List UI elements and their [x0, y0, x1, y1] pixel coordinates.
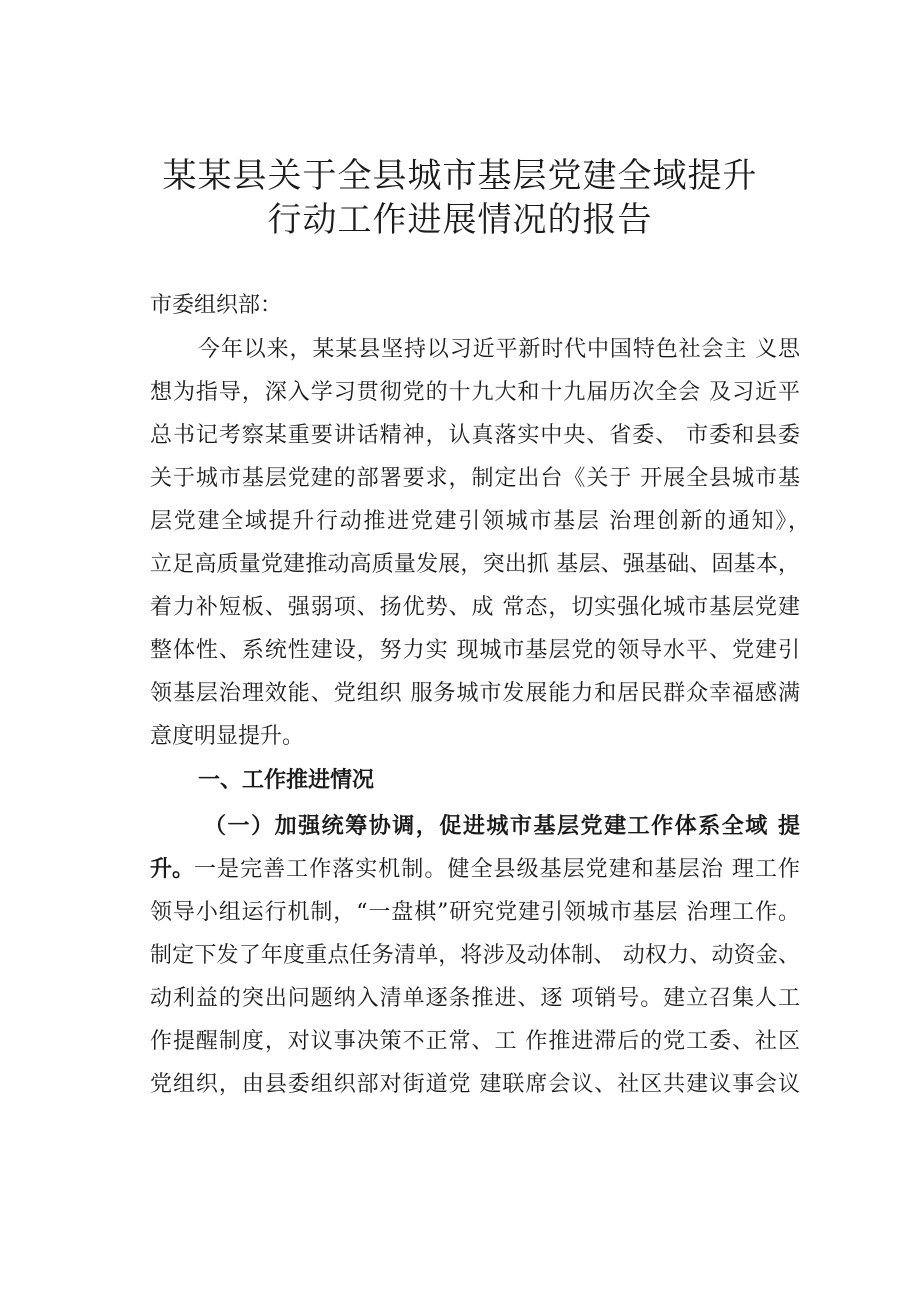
intro-line-10: 意度明显提升。	[150, 724, 305, 749]
subsection-line-4: 动利益的突出问题纳入清单逐条推进、逐 项销号。建立召集人工	[150, 986, 800, 1011]
salutation: 市委组织部：	[150, 293, 283, 318]
subsection-line-5: 作提醒制度，对议事决策不正常、工 作推进滞后的党工委、社区	[150, 1029, 800, 1054]
document-title-line-1: 某某县关于全县城市基层党建全域提升	[162, 156, 758, 196]
intro-line-7: 着力补短板、强弱项、扬优势、成 常态，切实强化城市基层党建	[150, 595, 800, 620]
subsection-line-2: 领导小组运行机制，“一盘棋”研究党建引领城市基层 治理工作。	[150, 900, 800, 925]
intro-line-5: 层党建全域提升行动推进党建引领城市基层 治理创新的通知》，	[150, 509, 810, 534]
document-title-line-2: 行动工作进展情况的报告	[267, 200, 653, 240]
intro-line-6: 立足高质量党建推动高质量发展，突出抓 基层、强基础、固基本，	[150, 552, 800, 577]
subsection-line-3: 制定下发了年度重点任务清单，将涉及动体制、 动权力、动资金、	[150, 943, 800, 968]
intro-line-8: 整体性、系统性建设，努力实 现城市基层党的领导水平、党建引	[150, 638, 800, 663]
intro-line-1: 今年以来，某某县坚持以习近平新时代中国特色社会主 义思	[198, 337, 800, 362]
subsection-heading: （一）加强统筹协调，促进城市基层党建工作体系全域 提	[204, 814, 800, 839]
section-heading: 一、工作推进情况	[198, 768, 375, 793]
subsection-heading-tail: 升。	[150, 857, 195, 882]
intro-line-9: 领基层治理效能、党组织 服务城市发展能力和居民群众幸福感满	[150, 681, 800, 706]
subsection-line-6: 党组织，由县委组织部对街道党 建联席会议、社区共建议事会议	[150, 1072, 800, 1097]
intro-line-4: 关于城市基层党建的部署要求，制定出台《关于 开展全县城市基	[150, 466, 800, 491]
subsection-line-1: 一是完善工作落实机制。健全县级基层党建和基层治 理工作	[194, 857, 800, 882]
intro-line-2: 想为指导，深入学习贯彻党的十九大和十九届历次全会 及习近平	[150, 380, 800, 405]
intro-line-3: 总书记考察某重要讲话精神，认真落实中央、省委、 市委和县委	[150, 423, 800, 448]
